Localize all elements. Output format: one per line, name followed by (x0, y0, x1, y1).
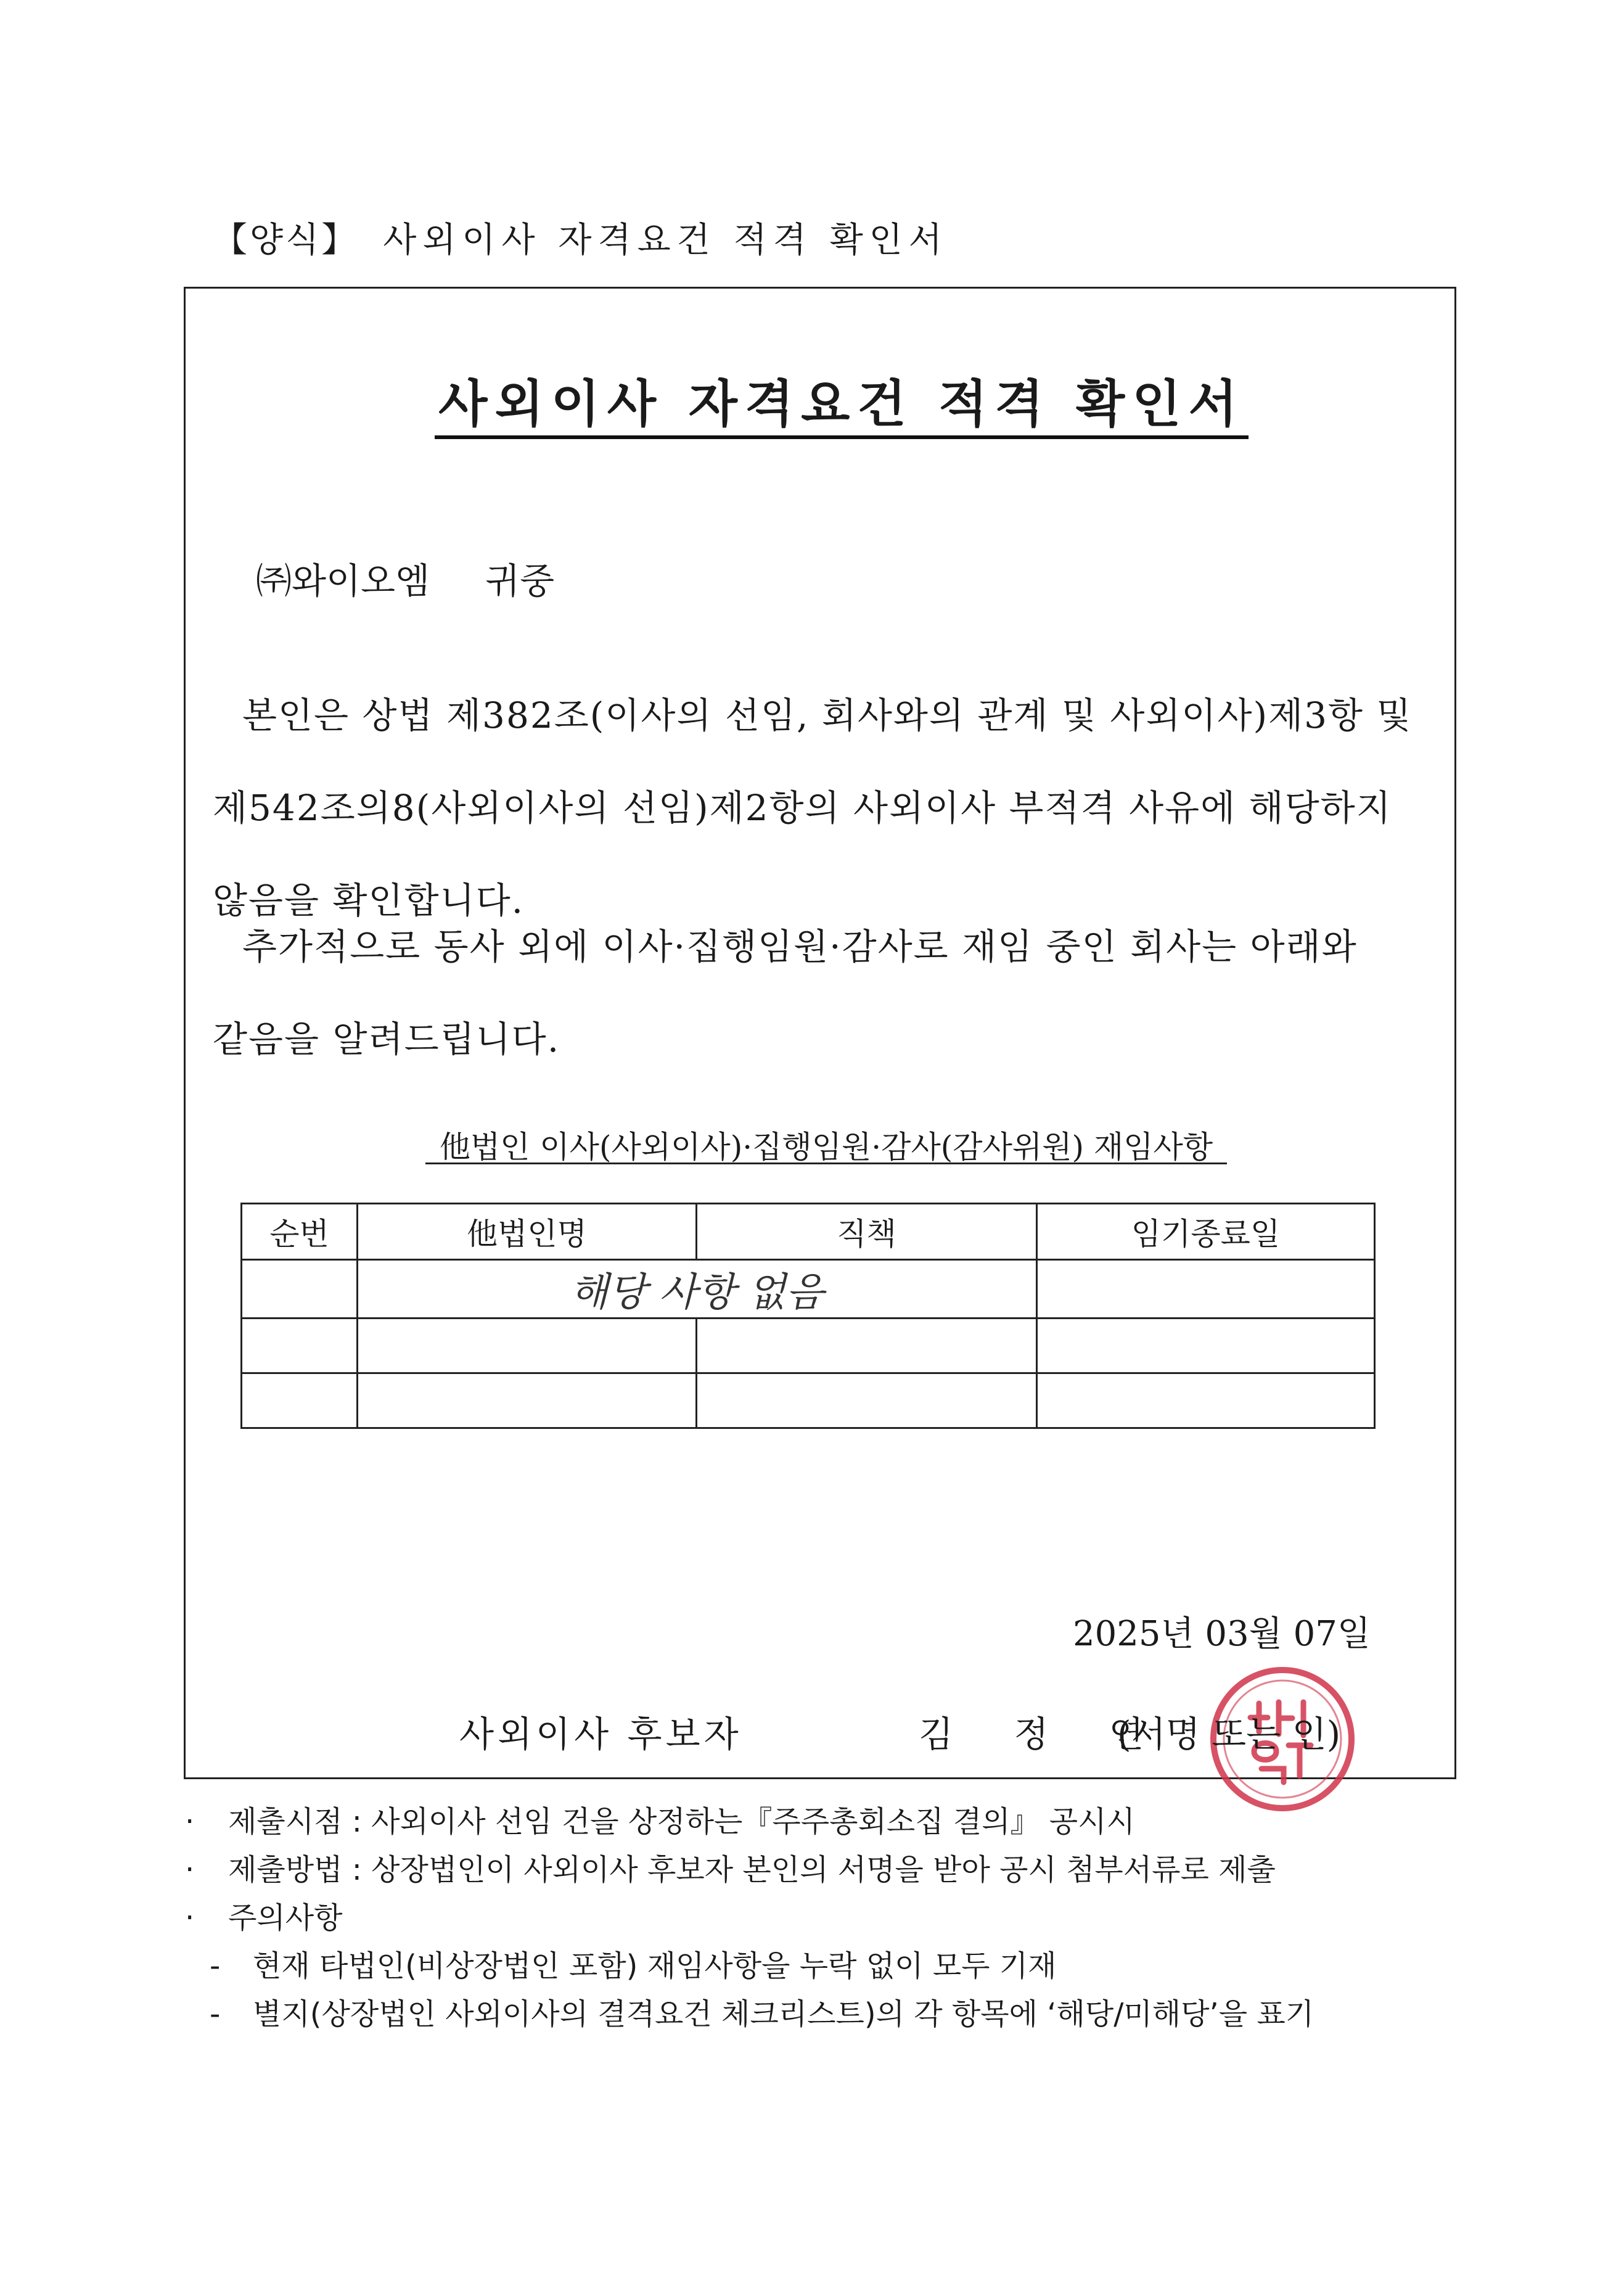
table-cell (358, 1319, 697, 1373)
table-cell (1037, 1373, 1375, 1428)
candidate-name: 김 정 연 (919, 1713, 1168, 1755)
note-subtext: 현재 타법인(비상장법인 포함) 재임사항을 누락 없이 모두 기재 (253, 1949, 1057, 1983)
table-cell (358, 1260, 1037, 1319)
note-subtext: 별지(상장법인 사외이사의 결격요건 체크리스트)의 각 항목에 ‘해당/미해당’을 표기 (253, 1997, 1314, 2031)
table-cell (242, 1319, 358, 1373)
body-paragraph-2: 추가적으로 동사 외에 이사·집행임원·감사로 재임 중인 회사는 아래와 같음을 알려드립니다. (213, 926, 1358, 1060)
table-cell (697, 1373, 1037, 1428)
header-position: 직책 (697, 1204, 1037, 1260)
table-row (242, 1319, 1375, 1373)
header-company: 他법인명 (358, 1204, 697, 1260)
concurrent-positions-table (240, 1203, 1376, 1429)
dash-icon: - (210, 1949, 221, 1983)
addressee-honorific: 귀중 (485, 560, 555, 602)
dash-icon: - (210, 1997, 221, 2031)
table-cell (1037, 1260, 1375, 1319)
table-cell (358, 1373, 697, 1428)
bullet-icon: · (185, 1901, 195, 1935)
bullet-icon: · (185, 1853, 195, 1887)
signature-mark: (서명 또는 인) (1117, 1713, 1341, 1755)
form-name: 사외이사 자격요건 적격 확인서 (383, 220, 948, 260)
table-cell (697, 1319, 1037, 1373)
page-title: 사외이사 자격요건 적격 확인서 (438, 375, 1245, 434)
note-text: 주의사항 (228, 1901, 343, 1935)
table-cell (242, 1373, 358, 1428)
header-term-end: 임기종료일 (1037, 1204, 1375, 1260)
form-tag: 【양식】 (213, 220, 359, 260)
note-item (185, 1798, 1443, 1846)
table-row (242, 1373, 1375, 1428)
note-text: 제출방법 : 상장법인이 사외이사 후보자 본인의 서명을 받아 공시 첨부서류로 제출 (228, 1853, 1276, 1887)
title-underline (435, 435, 1249, 439)
note-item (185, 1894, 1443, 1942)
candidate-label: 사외이사 후보자 (459, 1713, 742, 1755)
table-header-row (242, 1204, 1375, 1260)
submission-notes (185, 1798, 1443, 2038)
handwritten-note: 해당 사항 없음 (570, 1270, 824, 1315)
note-text: 제출시점 : 사외이사 선임 건을 상정하는『주주총회소집 결의』 공시시 (228, 1804, 1135, 1839)
document-date: 2025년 03월 07일 (1073, 1614, 1371, 1654)
addressee (256, 552, 554, 604)
table-cell (1037, 1319, 1375, 1373)
note-item (185, 1846, 1443, 1894)
note-subitem (185, 1942, 1443, 1990)
table-cell (242, 1260, 358, 1319)
body-paragraph-1: 본인은 상법 제382조(이사의 선임, 회사와의 관계 및 사외이사)제3항 및 제542조의8(사외이사의 선임)제2항의 사외이사 부적격 사유에 해당하지 않음을 확인합니다. (213, 694, 1413, 921)
header-seq: 순번 (242, 1204, 358, 1260)
table-row (242, 1260, 1375, 1319)
note-subitem (185, 1990, 1443, 2038)
table-caption-underline (425, 1162, 1227, 1164)
addressee-company: ㈜와이오엠 (256, 560, 430, 602)
form-label (213, 213, 948, 262)
bullet-icon: · (185, 1804, 195, 1839)
table-caption: 他법인 이사(사외이사)·집행임원·감사(감사위원) 재임사항 (439, 1129, 1213, 1165)
